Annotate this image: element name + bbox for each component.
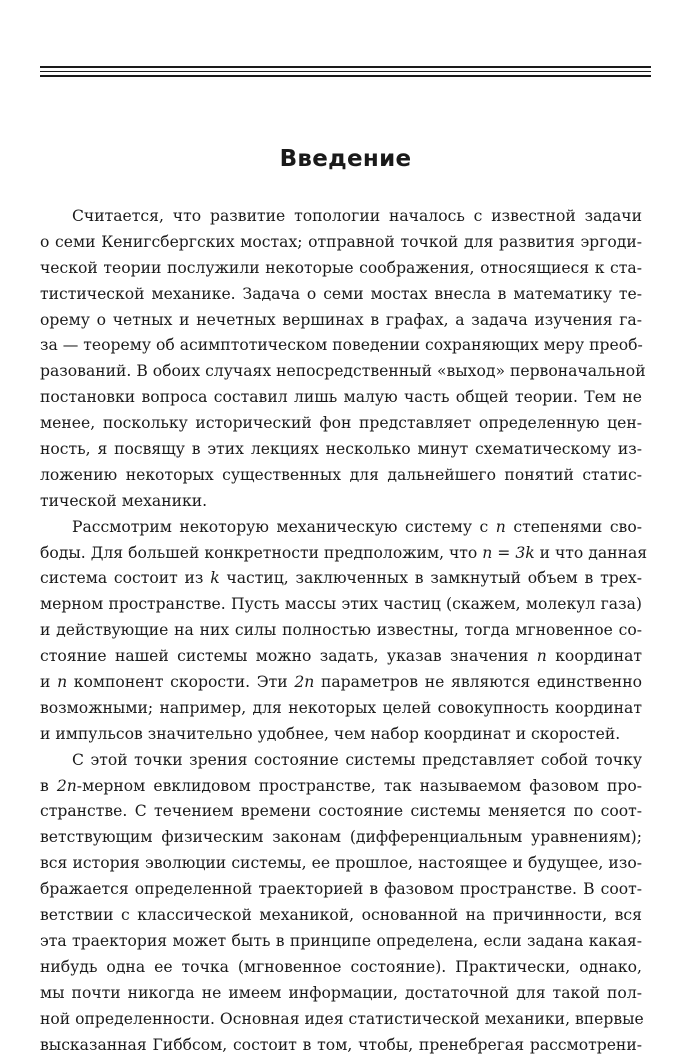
text-line: и импульсов значительно удобнее, чем набор координат и скоростей.	[40, 722, 642, 748]
header-rule-middle	[40, 71, 651, 72]
text-line: нибудь одна ее точка (мгновенное состояние). Практически, однако,	[40, 955, 642, 981]
text-line: ветствующим физическим законам (дифференциальным уравнениям);	[40, 825, 642, 851]
text-line: система состоит из k частиц, заключенных в замкнутый объем в трех-	[40, 566, 642, 592]
text-line: орему о четных и нечетных вершинах в графах, а задача изучения га-	[40, 308, 642, 334]
text-line: ность, я посвящу в этих лекциях несколько минут схематическому из-	[40, 437, 642, 463]
text-line: Рассмотрим некоторую механическую систему с n степенями сво-	[40, 515, 642, 541]
text-line: и n компонент скорости. Эти 2n параметров не являются единственно	[40, 670, 642, 696]
text-line: боды. Для большей конкретности предположим, что n = 3k и что данная	[40, 541, 642, 567]
text-line: в 2n-мерном евклидовом пространстве, так называемом фазовом про-	[40, 774, 642, 800]
text-line: за — теорему об асимптотическом поведении сохраняющих меру преоб-	[40, 333, 642, 359]
text-line: С этой точки зрения состояние системы представляет собой точку	[40, 748, 642, 774]
text-line: постановки вопроса составил лишь малую часть общей теории. Тем не	[40, 385, 642, 411]
header-rule-bottom	[40, 75, 651, 77]
text-line: тистической механике. Задача о семи мостах внесла в математику те-	[40, 282, 642, 308]
text-line: о семи Кенигсбергских мостах; отправной точкой для развития эргоди-	[40, 230, 642, 256]
text-line: возможными; например, для некоторых целей совокупность координат	[40, 696, 642, 722]
text-line: стояние нашей системы можно задать, указав значения n координат	[40, 644, 642, 670]
text-line: менее, поскольку исторический фон представляет определенную цен-	[40, 411, 642, 437]
text-line: Считается, что развитие топологии началось с известной задачи	[40, 204, 642, 230]
text-line: тической механики.	[40, 489, 642, 515]
text-line: бражается определенной траекторией в фазовом пространстве. В соот-	[40, 877, 642, 903]
text-line: высказанная Гиббсом, состоит в том, чтобы, пренебрегая рассмотрени-	[40, 1033, 642, 1058]
text-line: странстве. С течением времени состояние системы меняется по соот-	[40, 799, 642, 825]
header-rule-top	[40, 66, 651, 68]
text-line: эта траектория может быть в принципе определена, если задана какая-	[40, 929, 642, 955]
body-text	[40, 204, 642, 1058]
text-line: ветствии с классической механикой, основанной на причинности, вся	[40, 903, 642, 929]
text-line: вся история эволюции системы, ее прошлое, настоящее и будущее, изо-	[40, 851, 642, 877]
text-line: ной определенности. Основная идея статистической механики, впервые	[40, 1007, 642, 1033]
text-line: и действующие на них силы полностью известны, тогда мгновенное со-	[40, 618, 642, 644]
text-line: разований. В обоих случаях непосредственный «выход» первоначальной	[40, 359, 642, 385]
page-title: Введение	[40, 146, 651, 172]
text-line: ложению некоторых существенных для дальнейшего понятий статис-	[40, 463, 642, 489]
text-line: ческой теории послужили некоторые соображения, относящиеся к ста-	[40, 256, 642, 282]
text-line: мы почти никогда не имеем информации, достаточной для такой пол-	[40, 981, 642, 1007]
text-line: мерном пространстве. Пусть массы этих частиц (скажем, молекул газа)	[40, 592, 642, 618]
